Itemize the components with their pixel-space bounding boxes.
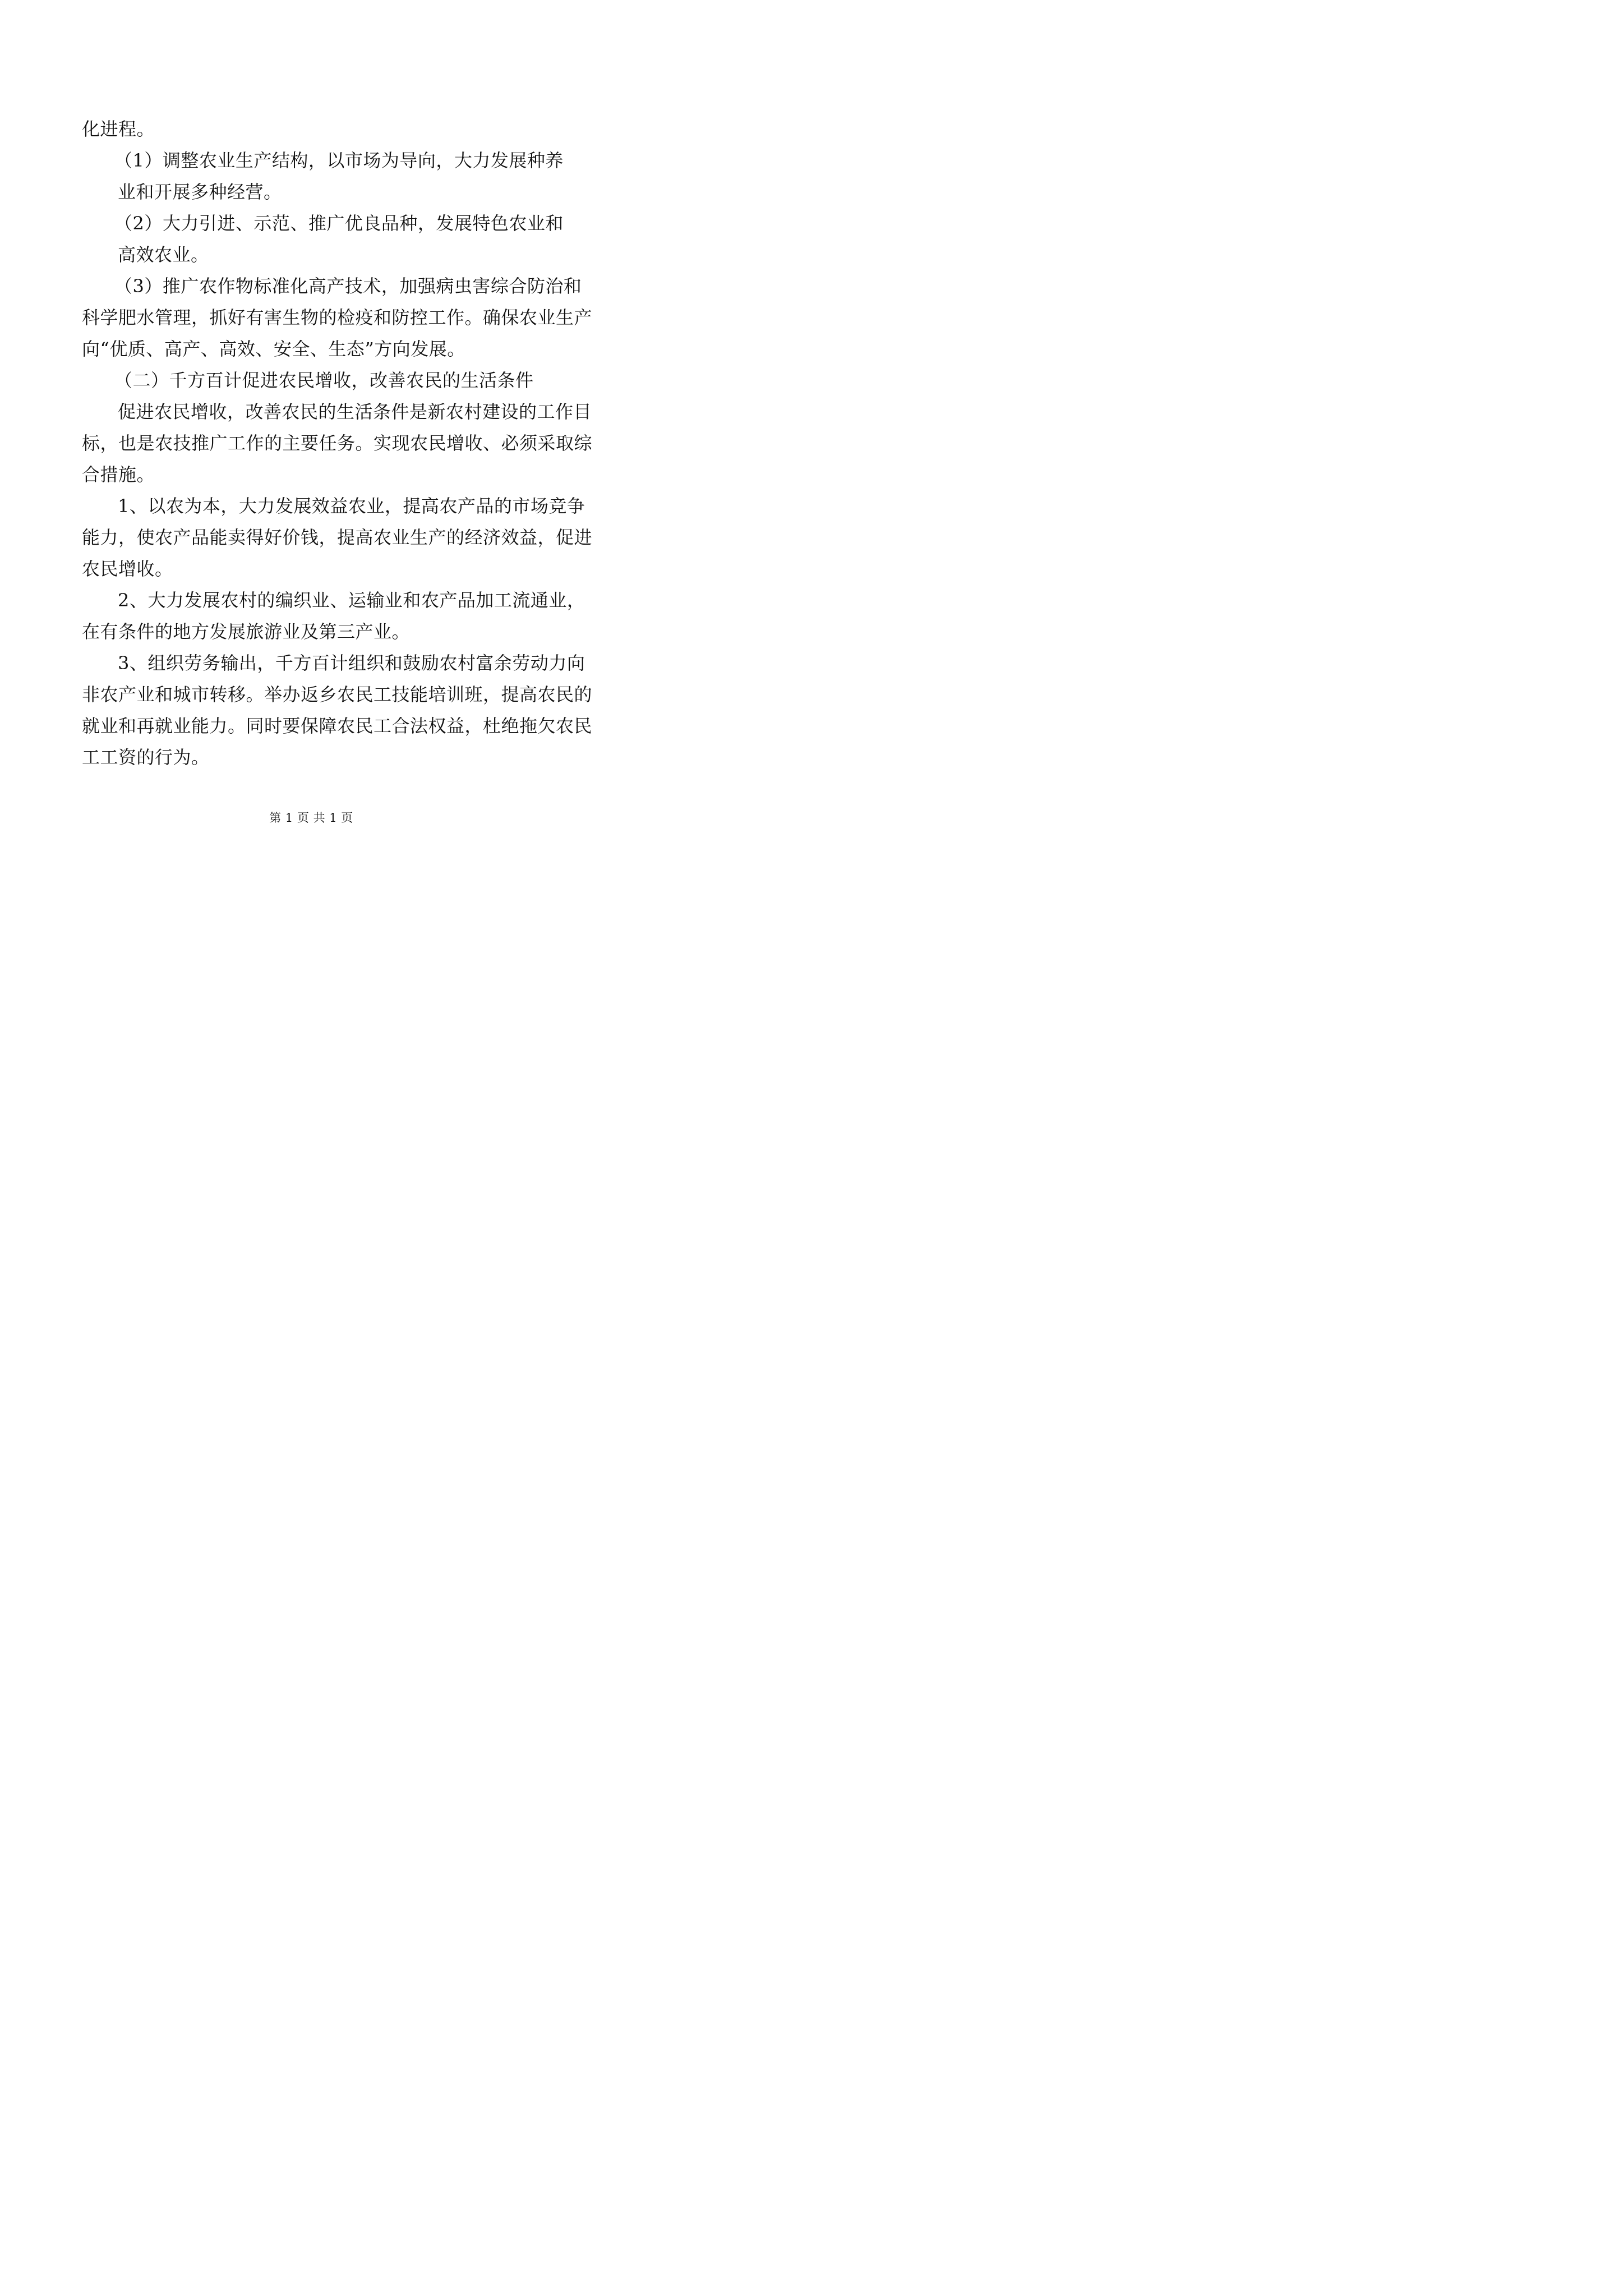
- text-line: 向“优质、高产、高效、安全、生态”方向发展。: [82, 338, 465, 360]
- text-line: 促进农民增收，改善农民的生活条件是新农村建设的工作目: [118, 401, 592, 422]
- text-line: 化进程。: [82, 118, 155, 140]
- text-line: 2、大力发展农村的编织业、运输业和农产品加工流通业，: [118, 590, 585, 611]
- text-line: 就业和再就业能力。同时要保障农民工合法权益，杜绝拖欠农民: [82, 715, 593, 737]
- text-line: （2）大力引进、示范、推广优良品种，发展特色农业和: [114, 213, 564, 234]
- text-line: 能力，使农产品能卖得好价钱，提高农业生产的经济效益，促进: [82, 527, 593, 548]
- text-line: 在有条件的地方发展旅游业及第三产业。: [82, 621, 411, 642]
- page-footer: 第 1 页 共 1 页: [269, 811, 353, 825]
- text-line: 科学肥水管理，抓好有害生物的检疫和防控工作。确保农业生产: [82, 307, 593, 328]
- text-line: 1、以农为本，大力发展效益农业，提高农产品的市场竞争: [118, 495, 585, 517]
- text-line: （3）推广农作物标准化高产技术，加强病虫害综合防治和: [114, 275, 582, 297]
- section-heading: （二）千方百计促进农民增收，改善农民的生活条件: [114, 370, 534, 391]
- text-line: 非农产业和城市转移。举办返乡农民工技能培训班，提高农民的: [82, 684, 593, 705]
- text-line: 标，也是农技推广工作的主要任务。实现农民增收、必须采取综: [82, 432, 593, 454]
- text-line: 高效农业。: [118, 244, 209, 265]
- text-line: 业和开展多种经营。: [118, 181, 282, 203]
- text-line: 3、组织劳务输出，千方百计组织和鼓励农村富余劳动力向: [118, 652, 585, 674]
- text-line: 合措施。: [82, 464, 155, 485]
- document-page: [0, 0, 623, 881]
- text-line: （1）调整农业生产结构，以市场为导向，大力发展种养: [114, 150, 564, 171]
- text-line: 农民增收。: [82, 558, 173, 579]
- text-line: 工工资的行为。: [82, 747, 210, 768]
